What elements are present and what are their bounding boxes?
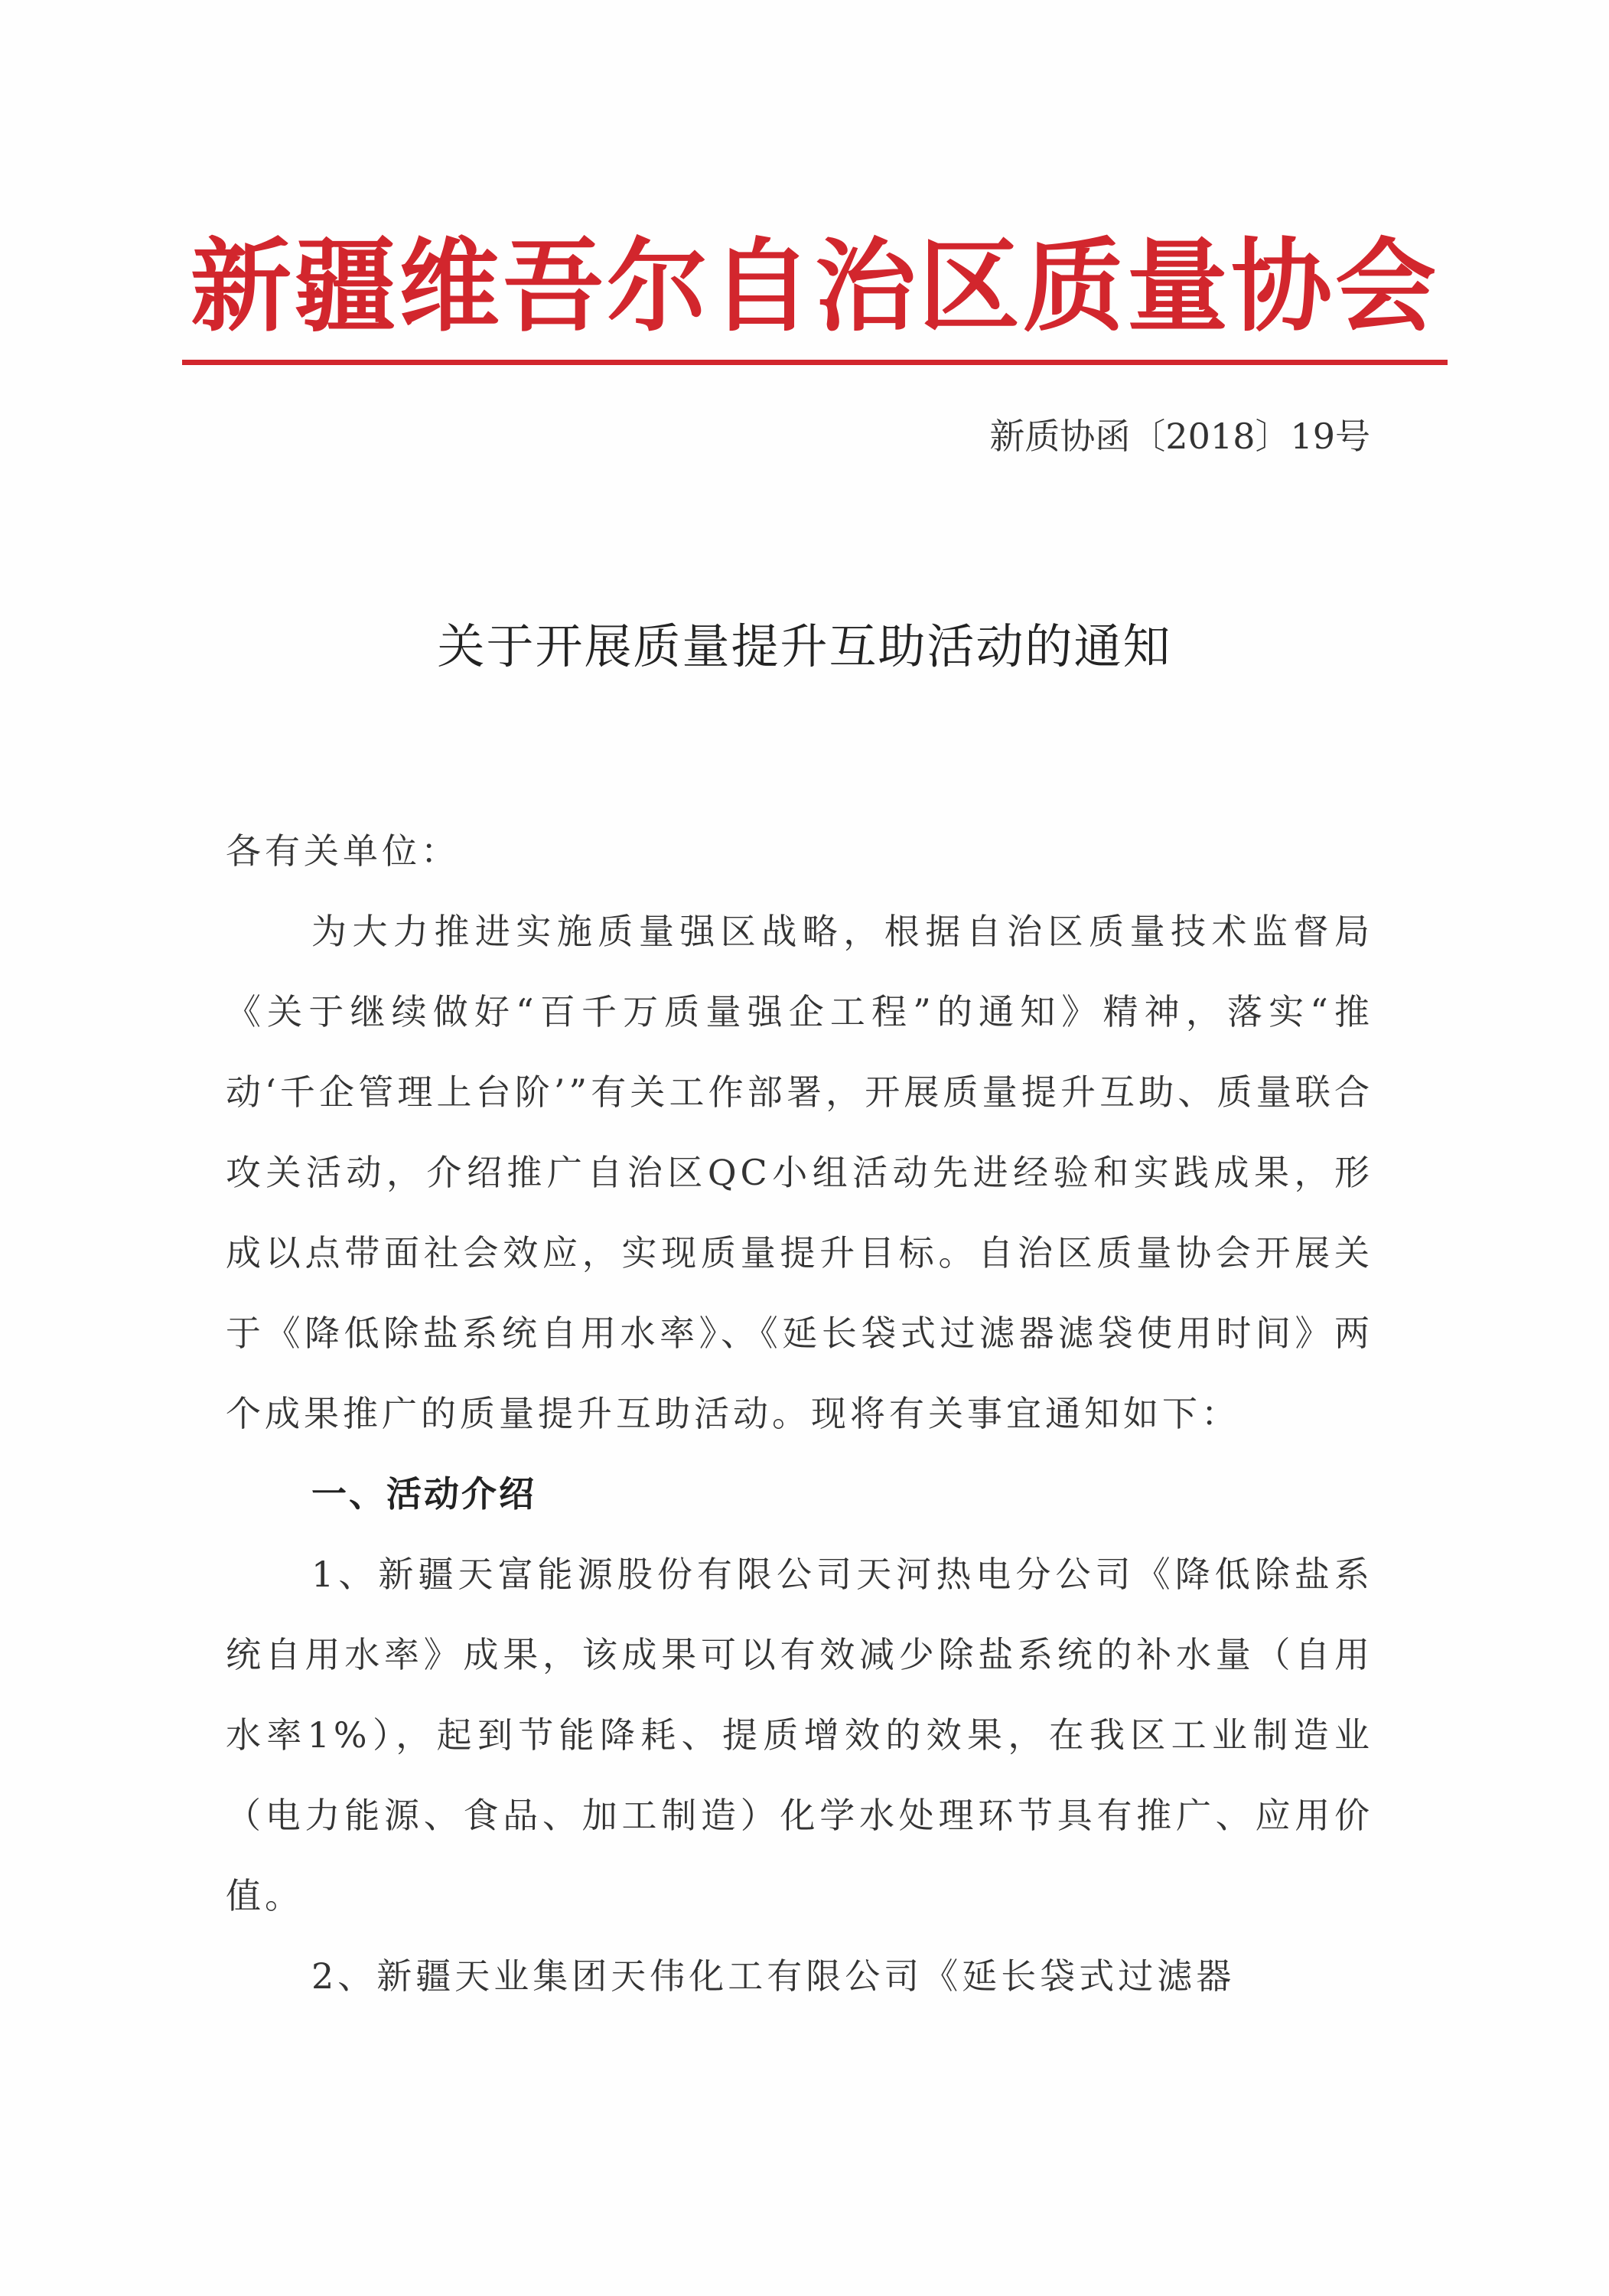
letterhead-org-name: 新疆维吾尔自治区质量协会 [191,227,1439,346]
document-title: 关于开展质量提升互助活动的通知 [437,618,1172,674]
letterhead-red-rule [182,360,1448,365]
intro-paragraph: 为大力推进实施质量强区战略，根据自治区质量技术监督局《关于继续做好“百千万质量强企工程”的通知》精神，落实“推动‘千企管理上台阶’”有关工作部署，开展质量提升互助、质量联合攻关活动，介绍推广自治区QC小组活动先进经验和实践成果，形成以点带面社会效应，实现质量提升目标。自治区质量协会开展关于《降低除盐系统自用水率》、《延长袋式过滤器滤袋使用时间》两个成果推广的质量提升互助活动。现将有关事宜通知如下： [226,911,1373,1434]
document-body [226,811,1373,2017]
document-number: 新质协函〔2018〕19号 [989,416,1370,457]
item-2-paragraph: 2、新疆天业集团天伟化工有限公司《延长袋式过滤器 [311,1955,1236,1997]
item-1-paragraph: 1、新疆天富能源股份有限公司天河热电分公司《降低除盐系统自用水率》成果，该成果可以有效减少除盐系统的补水量（自用水率1%），起到节能降耗、提质增效的效果，在我区工业制造业（电力能源、食品、加工制造）化学水处理环节具有推广、应用价值。 [226,1554,1373,1916]
section-heading-1: 一、活动介绍 [311,1473,536,1515]
salutation: 各有关单位： [226,830,460,872]
